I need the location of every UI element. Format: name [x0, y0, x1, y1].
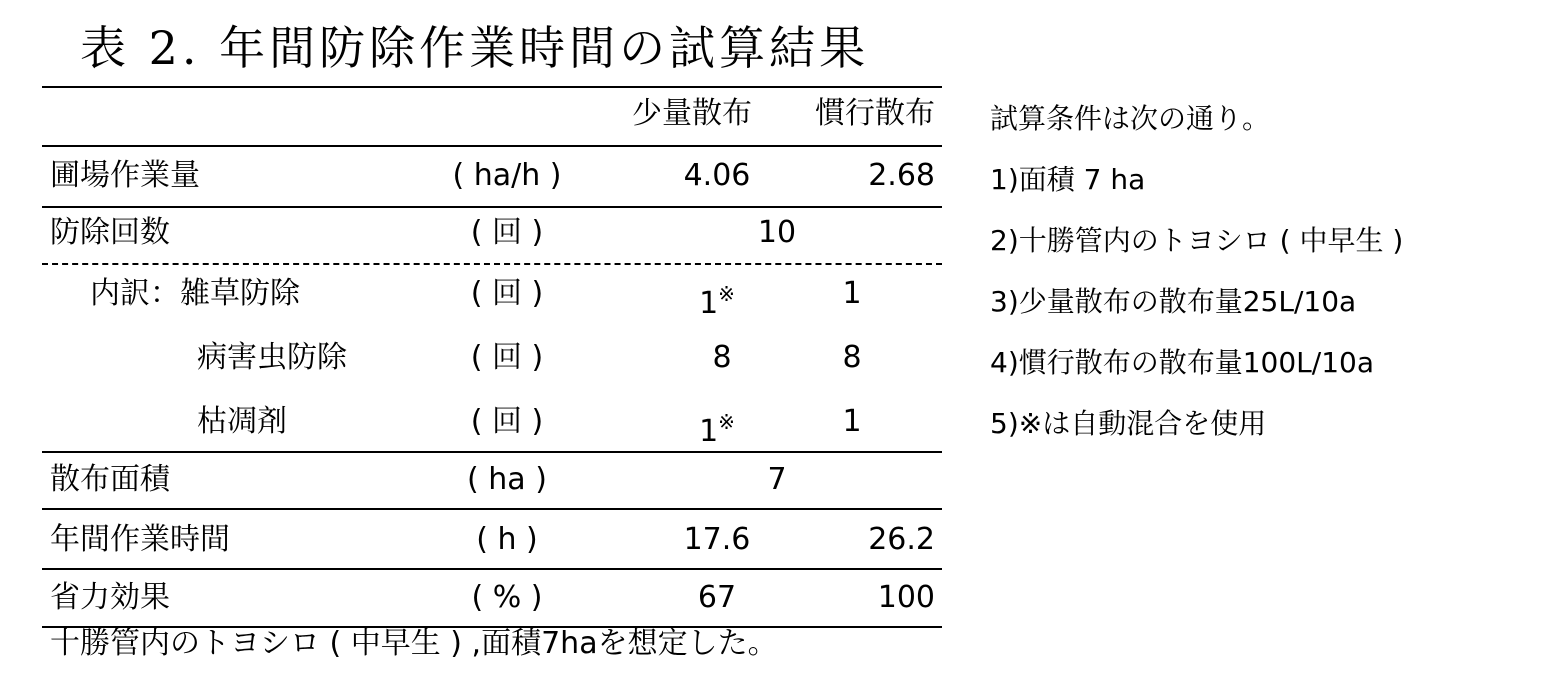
row-value-conventional: 1 [842, 276, 862, 311]
row-unit: ( h ) [476, 522, 538, 557]
row-value-conventional: 1 [842, 404, 862, 439]
conditions-heading: 試算条件は次の通り。 [990, 102, 1271, 135]
row-value-merged: 10 [757, 215, 797, 250]
table-footnote: 十勝管内のトヨシロ ( 中早生 ) ,面積7haを想定した。 [50, 626, 778, 661]
condition-item: 5)※は自動混合を使用 [990, 407, 1267, 440]
row-unit: ( ha ) [467, 462, 547, 497]
row-value-small: 17.6 [683, 522, 751, 557]
row-unit: ( 回 ) [470, 276, 544, 311]
header-conventional: 慣行散布 [815, 96, 935, 131]
row-value-conventional: 26.2 [868, 522, 935, 557]
condition-item: 4)慣行散布の散布量100L/10a [990, 346, 1375, 379]
row-unit: ( 回 ) [470, 404, 544, 439]
row-label: 圃場作業量 [50, 158, 200, 193]
row-value-small [657, 262, 777, 326]
auto-mix-mark: ※ [718, 282, 735, 306]
row-unit: ( % ) [471, 580, 543, 615]
value-number: 1 [699, 286, 719, 321]
rule-top [42, 86, 942, 88]
row-unit: ( 回 ) [470, 215, 544, 250]
row-value-small: 4.06 [683, 158, 751, 193]
row-value-small: 8 [712, 340, 732, 375]
row-label: 枯凋剤 [197, 404, 287, 439]
row-label: 内訳：雑草防除 [90, 276, 300, 311]
auto-mix-mark: ※ [718, 410, 735, 434]
row-label: 病害虫防除 [197, 340, 347, 375]
value-number: 1 [699, 414, 719, 449]
row-value-conventional: 2.68 [868, 158, 935, 193]
row-label: 省力効果 [50, 580, 170, 615]
conditions-list [990, 88, 1550, 454]
condition-item: 1)面積 7 ha [990, 163, 1146, 196]
row-value-conventional: 8 [842, 340, 862, 375]
row-value-conventional: 100 [877, 580, 935, 615]
row-label: 散布面積 [50, 462, 170, 497]
row-label: 防除回数 [50, 215, 170, 250]
header-small-volume: 少量散布 [632, 96, 752, 131]
table-title: 表 2. 年間防除作業時間の試算結果 [80, 21, 870, 75]
row-unit: ( 回 ) [470, 340, 544, 375]
condition-item: 2)十勝管内のトヨシロ ( 中早生 ) [990, 224, 1404, 257]
row-value-merged: 7 [767, 462, 787, 497]
results-table [42, 86, 942, 661]
row-value-small [657, 390, 777, 454]
condition-item: 3)少量散布の散布量25L/10a [990, 285, 1357, 318]
row-value-small: 67 [697, 580, 737, 615]
row-unit: ( ha/h ) [452, 158, 562, 193]
row-label: 年間作業時間 [50, 522, 230, 557]
